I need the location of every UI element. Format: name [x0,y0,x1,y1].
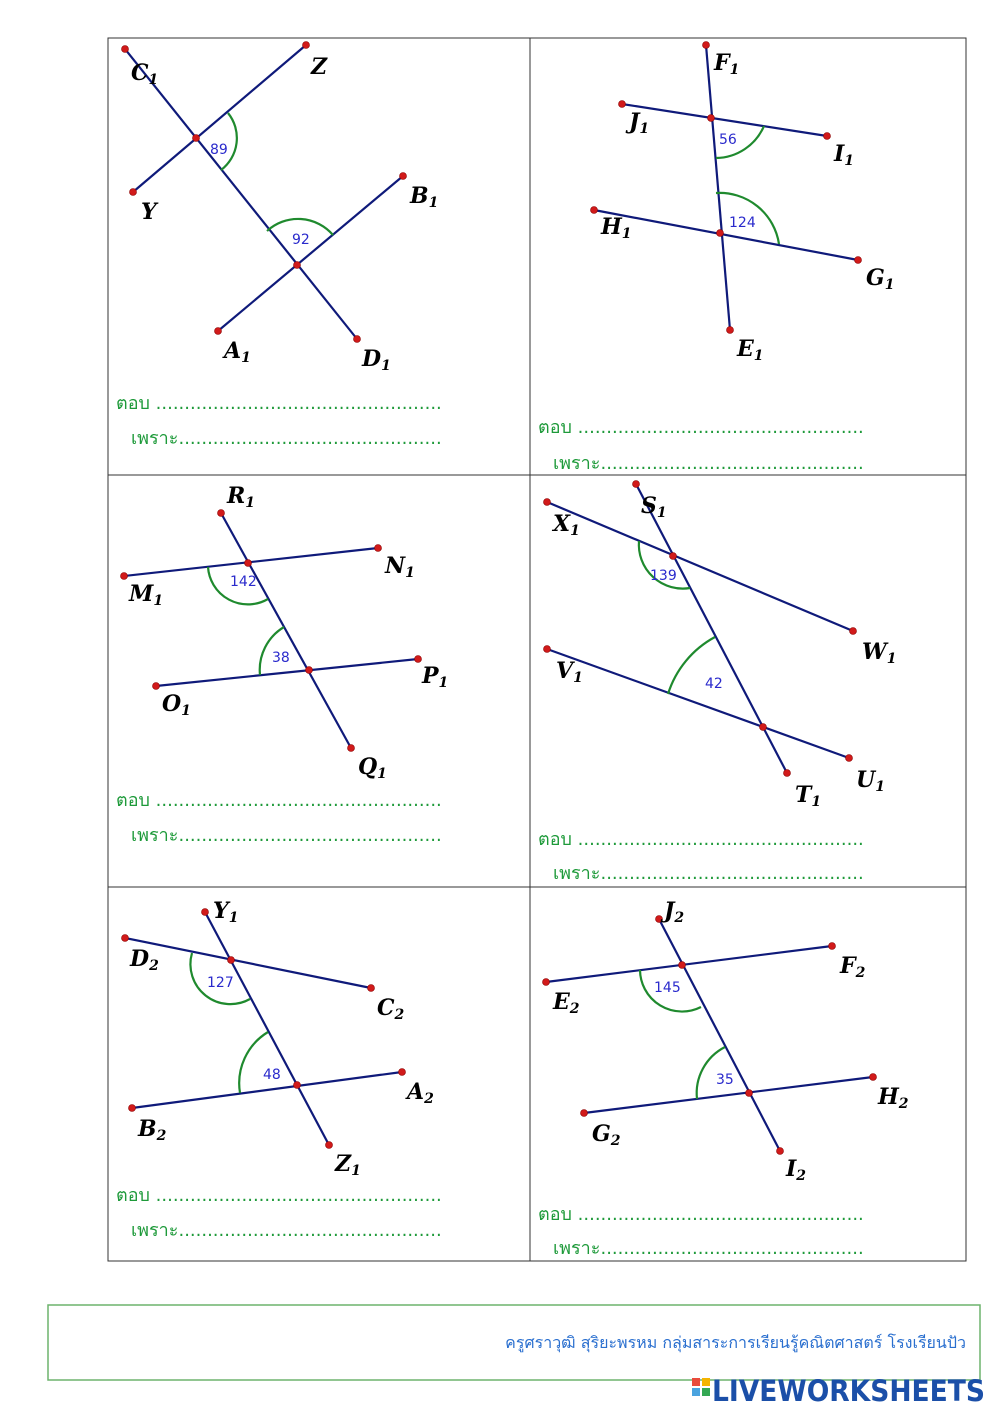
point-label: R1 [227,483,256,511]
point-label: D1 [362,346,391,374]
intersection-dot [193,135,200,142]
point-dot [855,257,862,264]
point-dot [727,327,734,334]
point-label: T1 [795,782,822,810]
point-label: E1 [737,336,764,364]
point-label: C1 [131,60,159,88]
point-dot [400,173,407,180]
line-v1-u1 [547,649,849,758]
point-label: N1 [385,553,415,581]
point-dot [591,207,598,214]
point-label: C2 [377,995,405,1023]
intersection-dot [670,553,677,560]
point-label: J1 [629,109,650,137]
point-label: S1 [641,493,667,521]
angle-value: 142 [230,574,257,590]
point-dot [619,101,626,108]
point-label: O1 [162,691,191,719]
problem-1 [116,42,442,450]
point-dot [415,656,422,663]
point-dot [354,336,361,343]
reason-line[interactable]: เพราะ.............................................. [131,428,442,449]
problem-3 [116,483,448,846]
point-label: H2 [878,1084,909,1112]
point-label: Y1 [213,898,239,926]
point-dot [777,1148,784,1155]
point-dot [829,943,836,950]
point-dot [581,1110,588,1117]
point-label: Z [311,54,328,80]
point-dot [218,510,225,517]
reason-line[interactable]: เพราะ.............................................. [131,825,442,846]
angle-value: 48 [263,1067,281,1083]
point-dot [850,628,857,635]
reason-line[interactable]: เพราะ.............................................. [131,1220,442,1241]
line-f1-e1 [706,45,730,330]
intersection-dot [294,262,301,269]
intersection-dot [708,115,715,122]
point-dot [544,499,551,506]
point-label: V1 [556,658,583,686]
point-label: G1 [866,265,895,293]
angle-value: 92 [292,232,310,248]
point-dot [543,979,550,986]
intersection-dot [679,962,686,969]
point-dot [368,985,375,992]
angle-value: 56 [719,132,737,148]
point-dot [375,545,382,552]
teacher-credit: ครูศราวุฒิ สุริยะพรหม กลุ่มสาระการเรียนรู้คณิตศาสตร์ โรงเรียนปัว [505,1333,966,1352]
problem-2 [538,42,895,475]
problem-grid [108,38,966,1261]
point-dot [153,683,160,690]
angle-value: 127 [207,975,234,991]
point-label: D2 [130,946,159,974]
answer-line[interactable]: ตอบ .................................................. [116,1185,442,1206]
point-label: F1 [714,50,740,78]
line-c1-d1 [125,49,357,339]
point-label: Y [141,199,157,225]
line-x1-w1 [547,502,853,631]
point-label: I1 [834,141,855,169]
angle-value: 89 [210,142,228,158]
point-label: W1 [862,639,897,667]
point-dot [399,1069,406,1076]
point-label: A2 [407,1079,434,1107]
point-dot [824,133,831,140]
point-label: A1 [224,338,251,366]
point-dot [303,42,310,49]
angle-value: 124 [729,215,756,231]
point-label: X1 [553,511,580,539]
intersection-dot [760,724,767,731]
point-dot [784,770,791,777]
angle-arc-48 [239,1032,268,1093]
angle-value: 145 [654,980,681,996]
point-dot [348,745,355,752]
point-dot [544,646,551,653]
answer-line[interactable]: ตอบ .................................................. [538,1204,864,1225]
point-dot [633,481,640,488]
line-y-z [133,45,306,192]
angle-value: 42 [705,676,723,692]
angle-value: 38 [272,650,290,666]
point-dot [215,328,222,335]
intersection-dot [306,667,313,674]
answer-line[interactable]: ตอบ .................................................. [538,417,864,438]
answer-line[interactable]: ตอบ .................................................. [116,393,442,414]
brand-name: LIVEWORKSHEETS [712,1374,985,1408]
point-dot [121,573,128,580]
point-dot [870,1074,877,1081]
point-label: E2 [553,989,580,1017]
point-dot [703,42,710,49]
point-label: P1 [422,663,449,691]
line-y1-z1 [205,912,329,1145]
intersection-dot [717,230,724,237]
point-dot [326,1142,333,1149]
point-label: Z1 [335,1151,361,1179]
intersection-dot [245,560,252,567]
point-label: B1 [410,183,439,211]
angle-value: 139 [650,568,677,584]
problem-4 [538,481,896,885]
point-dot [122,46,129,53]
answer-line[interactable]: ตอบ .................................................. [116,790,442,811]
angle-value: 35 [716,1072,734,1088]
intersection-dot [746,1090,753,1097]
point-label: G2 [592,1121,621,1149]
point-label: H1 [601,214,632,242]
point-dot [846,755,853,762]
problem-5 [116,898,442,1241]
answer-line[interactable]: ตอบ .................................................. [538,829,864,850]
problem-6 [538,898,909,1259]
point-dot [656,916,663,923]
point-dot [129,1105,136,1112]
point-dot [202,909,209,916]
point-label: I2 [786,1156,807,1184]
point-label: J2 [664,898,685,926]
line-r1-q1 [221,513,351,748]
point-label: B2 [138,1116,167,1144]
point-dot [122,935,129,942]
line-h1-g1 [594,210,858,260]
point-label: M1 [129,581,164,609]
point-label: U1 [856,767,885,795]
line-d2-c2 [125,938,371,988]
point-label: F2 [840,953,866,981]
intersection-dot [294,1082,301,1089]
point-label: Q1 [358,754,387,782]
reason-line[interactable]: เพราะ.............................................. [553,863,864,884]
intersection-dot [228,957,235,964]
reason-line[interactable]: เพราะ.............................................. [553,1238,864,1259]
point-dot [130,189,137,196]
reason-line[interactable]: เพราะ.............................................. [553,453,864,474]
